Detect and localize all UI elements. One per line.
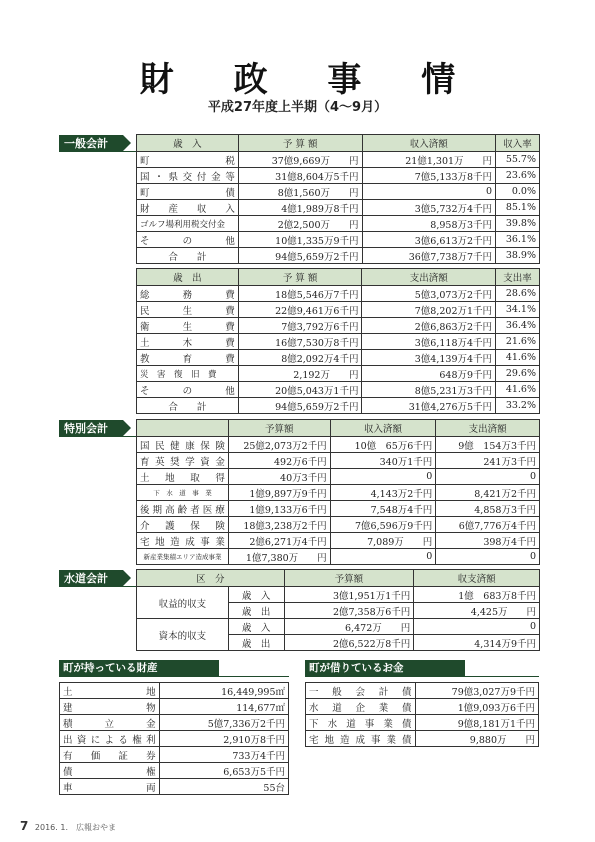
row-value: 22億9,461万6千円	[238, 302, 362, 318]
table-row	[306, 731, 539, 747]
row-value: 4,143万2千円	[330, 485, 436, 501]
row-label: 育英奨学資金	[137, 453, 229, 469]
row-label: 衛 生 費	[137, 318, 239, 334]
table-row	[137, 533, 540, 549]
column-header: 支出済額	[362, 269, 496, 286]
row-value: 40万3千円	[228, 469, 330, 485]
table-row	[60, 715, 289, 731]
special-table	[136, 419, 540, 565]
total-value: 31億4,276万5千円	[362, 398, 496, 414]
table-row	[137, 232, 540, 248]
table-row	[137, 286, 540, 302]
row-value: 20億5,043万1千円	[238, 382, 362, 398]
row-value: 28.6%	[496, 286, 540, 302]
row-value: 4,314万9千円	[414, 635, 540, 651]
column-header: 支出率	[496, 269, 540, 286]
row-label: 総 務 費	[137, 286, 239, 302]
row-value: 10億1,335万9千円	[238, 232, 362, 248]
table-row	[137, 184, 540, 200]
row-value: 3億1,951万1千円	[284, 587, 414, 603]
row-value: 340万1千円	[330, 453, 436, 469]
row-value: 114,677㎡	[159, 699, 288, 715]
column-header: 収支済額	[414, 570, 540, 587]
group-label: 収益的収支	[137, 587, 229, 619]
table-row	[60, 683, 289, 699]
row-value: 21億1,301万 円	[362, 152, 496, 168]
row-label: 一 般 会 計 債	[306, 683, 416, 699]
row-value: 6,653万5千円	[159, 763, 288, 779]
row-label: 町 債	[137, 184, 239, 200]
assets-table	[59, 682, 289, 795]
row-value: 2,192万 円	[238, 366, 362, 382]
table-row	[137, 501, 540, 517]
row-value: 9億8,181万1千円	[415, 715, 538, 731]
row-value: 7億6,596万9千円	[330, 517, 436, 533]
row-value: 2,910万8千円	[159, 731, 288, 747]
table-row	[137, 453, 540, 469]
page-number: 7	[20, 819, 29, 833]
row-value: 23.6%	[496, 168, 540, 184]
row-value: 7,548万4千円	[330, 501, 436, 517]
row-label: 水 道 企 業 債	[306, 699, 416, 715]
total-row	[137, 398, 540, 414]
table-row	[60, 731, 289, 747]
table-row	[306, 699, 539, 715]
table-row	[137, 366, 540, 382]
row-value: 0	[362, 184, 496, 200]
table-row	[137, 168, 540, 184]
row-label: 宅地造成事業	[137, 533, 229, 549]
column-header: 歳 出	[137, 269, 239, 286]
table-row	[137, 200, 540, 216]
total-value: 94億5,659万2千円	[238, 248, 362, 264]
row-label: 宅地造成事業債	[306, 731, 416, 747]
row-value: 0.0%	[496, 184, 540, 200]
row-label: そ の 他	[137, 382, 239, 398]
row-value: 2億6,863万2千円	[362, 318, 496, 334]
row-value: 3億5,732万4千円	[362, 200, 496, 216]
table-row	[137, 549, 540, 565]
header-row	[137, 135, 540, 152]
row-value: 18億3,238万2千円	[228, 517, 330, 533]
table-row	[60, 699, 289, 715]
row-value: 241万3千円	[436, 453, 540, 469]
row-value: 8億2,092万4千円	[238, 350, 362, 366]
table-row	[137, 334, 540, 350]
column-header: 区 分	[137, 570, 285, 587]
row-value: 1億7,380万 円	[228, 549, 330, 565]
table-row	[137, 437, 540, 453]
row-value: 3億6,118万4千円	[362, 334, 496, 350]
row-value: 1億9,093万6千円	[415, 699, 538, 715]
total-value: 38.9%	[496, 248, 540, 264]
table-row	[137, 517, 540, 533]
row-value: 85.1%	[496, 200, 540, 216]
table-row	[306, 715, 539, 731]
row-value: 2億6,271万4千円	[228, 533, 330, 549]
table-row	[137, 587, 540, 603]
row-value: 79億3,027万9千円	[415, 683, 538, 699]
footer-text: 2016. 1. 広報おやま	[34, 823, 116, 832]
row-value: 9億 154万3千円	[436, 437, 540, 453]
row-label: 災 害 復 旧 費	[137, 366, 239, 382]
row-value: 3億4,139万4千円	[362, 350, 496, 366]
row-value: 31億8,604万5千円	[238, 168, 362, 184]
header-row	[137, 269, 540, 286]
column-header: 予算額	[284, 570, 414, 587]
row-label: ゴルフ場利用税交付金	[137, 216, 239, 232]
column-header: 支出済額	[436, 420, 540, 437]
row-label: そ の 他	[137, 232, 239, 248]
table-row	[137, 485, 540, 501]
row-value: 0	[436, 469, 540, 485]
row-label: 歳 出	[228, 603, 284, 619]
table-row	[137, 152, 540, 168]
row-value: 1億9,133万6千円	[228, 501, 330, 517]
row-label: 後期高齢者医療	[137, 501, 229, 517]
row-value: 6,472万 円	[284, 619, 414, 635]
row-label: 車 両	[60, 779, 160, 795]
row-value: 55.7%	[496, 152, 540, 168]
row-label: 下 水 道 事 業 債	[306, 715, 416, 731]
row-label: 建 物	[60, 699, 160, 715]
row-value: 398万4千円	[436, 533, 540, 549]
row-value: 25億2,073万2千円	[228, 437, 330, 453]
row-value: 0	[330, 549, 436, 565]
total-label: 合 計	[137, 248, 239, 264]
row-value: 0	[436, 549, 540, 565]
water-account-label: 水道会計	[59, 570, 123, 587]
row-value: 36.1%	[496, 232, 540, 248]
row-value: 10億 65万6千円	[330, 437, 436, 453]
table-row	[60, 779, 289, 795]
table-row	[137, 350, 540, 366]
row-value: 8億5,231万3千円	[362, 382, 496, 398]
expenditure-table	[136, 268, 540, 414]
row-value: 7,089万 円	[330, 533, 436, 549]
row-label: 民 生 費	[137, 302, 239, 318]
group-label: 資本的収支	[137, 619, 229, 651]
row-value: 4,425万 円	[414, 603, 540, 619]
table-row	[137, 216, 540, 232]
total-value: 33.2%	[496, 398, 540, 414]
row-value: 21.6%	[496, 334, 540, 350]
row-value: 8,958万3千円	[362, 216, 496, 232]
row-value: 5億3,073万2千円	[362, 286, 496, 302]
total-value: 94億5,659万2千円	[238, 398, 362, 414]
column-header: 予算額	[228, 420, 330, 437]
row-label: 教 育 費	[137, 350, 239, 366]
table-row	[137, 469, 540, 485]
total-label: 合 計	[137, 398, 239, 414]
row-value: 2億6,522万8千円	[284, 635, 414, 651]
general-account-label: 一般会計	[59, 135, 123, 152]
row-label: 出資による権利	[60, 731, 160, 747]
row-value: 7億5,133万8千円	[362, 168, 496, 184]
row-value: 9,880万 円	[415, 731, 538, 747]
row-value: 36.4%	[496, 318, 540, 334]
row-label: 財 産 収 入	[137, 200, 239, 216]
debts-table	[305, 682, 539, 747]
row-label: 町 税	[137, 152, 239, 168]
row-label: 歳 入	[228, 619, 284, 635]
row-value: 733万4千円	[159, 747, 288, 763]
row-value: 55台	[159, 779, 288, 795]
debts-rule	[305, 676, 539, 677]
column-header	[137, 420, 229, 437]
row-value: 1億 683万8千円	[414, 587, 540, 603]
row-value: 8億1,560万 円	[238, 184, 362, 200]
table-row	[60, 763, 289, 779]
assets-label: 町が持っている財産	[59, 660, 219, 677]
row-value: 41.6%	[496, 382, 540, 398]
row-label: 歳 入	[228, 587, 284, 603]
row-value: 39.8%	[496, 216, 540, 232]
row-value: 7億8,202万1千円	[362, 302, 496, 318]
row-value: 7億3,792万6千円	[238, 318, 362, 334]
row-value: 16,449,995㎡	[159, 683, 288, 699]
column-header: 予 算 額	[238, 269, 362, 286]
column-header: 収入率	[496, 135, 540, 152]
row-value: 6億7,776万4千円	[436, 517, 540, 533]
row-label: 下 水 道 事 業	[137, 485, 229, 501]
table-row	[137, 318, 540, 334]
water-table	[136, 569, 540, 651]
row-label: 新産業集積エリア造成事業	[137, 549, 229, 565]
row-label: 債 権	[60, 763, 160, 779]
row-value: 29.6%	[496, 366, 540, 382]
row-label: 歳 出	[228, 635, 284, 651]
row-label: 介 護 保 険	[137, 517, 229, 533]
total-value: 36億7,738万7千円	[362, 248, 496, 264]
row-value: 3億6,613万2千円	[362, 232, 496, 248]
row-value: 2億2,500万 円	[238, 216, 362, 232]
table-row	[306, 683, 539, 699]
row-label: 土 地 取 得	[137, 469, 229, 485]
debts-label: 町が借りているお金	[305, 660, 465, 677]
table-row	[137, 302, 540, 318]
row-value: 648万9千円	[362, 366, 496, 382]
column-header: 予 算 額	[238, 135, 362, 152]
page-subtitle: 平成27年度上半期（4〜9月）	[207, 100, 388, 115]
row-label: 有 価 証 券	[60, 747, 160, 763]
row-value: 34.1%	[496, 302, 540, 318]
row-value: 37億9,669万 円	[238, 152, 362, 168]
row-value: 0	[414, 619, 540, 635]
row-label: 土 地	[60, 683, 160, 699]
row-value: 492万6千円	[228, 453, 330, 469]
table-row	[137, 619, 540, 635]
column-header: 収入済額	[330, 420, 436, 437]
row-value: 8,421万2千円	[436, 485, 540, 501]
row-label: 積 立 金	[60, 715, 160, 731]
row-value: 2億7,358万6千円	[284, 603, 414, 619]
row-label: 国・県交付金等	[137, 168, 239, 184]
row-value: 18億5,546万7千円	[238, 286, 362, 302]
column-header: 収入済額	[362, 135, 496, 152]
table-row	[137, 382, 540, 398]
row-value: 41.6%	[496, 350, 540, 366]
row-value: 4,858万3千円	[436, 501, 540, 517]
row-value: 4億1,989万8千円	[238, 200, 362, 216]
column-header: 歳 入	[137, 135, 239, 152]
row-value: 16億7,530万8千円	[238, 334, 362, 350]
row-value: 1億9,897万9千円	[228, 485, 330, 501]
table-row	[60, 747, 289, 763]
row-label: 土 木 費	[137, 334, 239, 350]
total-row	[137, 248, 540, 264]
special-account-label: 特別会計	[59, 420, 123, 437]
row-value: 0	[330, 469, 436, 485]
revenue-table	[136, 134, 540, 264]
row-value: 5億7,336万2千円	[159, 715, 288, 731]
page-title: 財 政 事 情	[139, 60, 480, 100]
page-footer	[20, 819, 116, 833]
row-label: 国民健康保険	[137, 437, 229, 453]
assets-rule	[59, 676, 289, 677]
